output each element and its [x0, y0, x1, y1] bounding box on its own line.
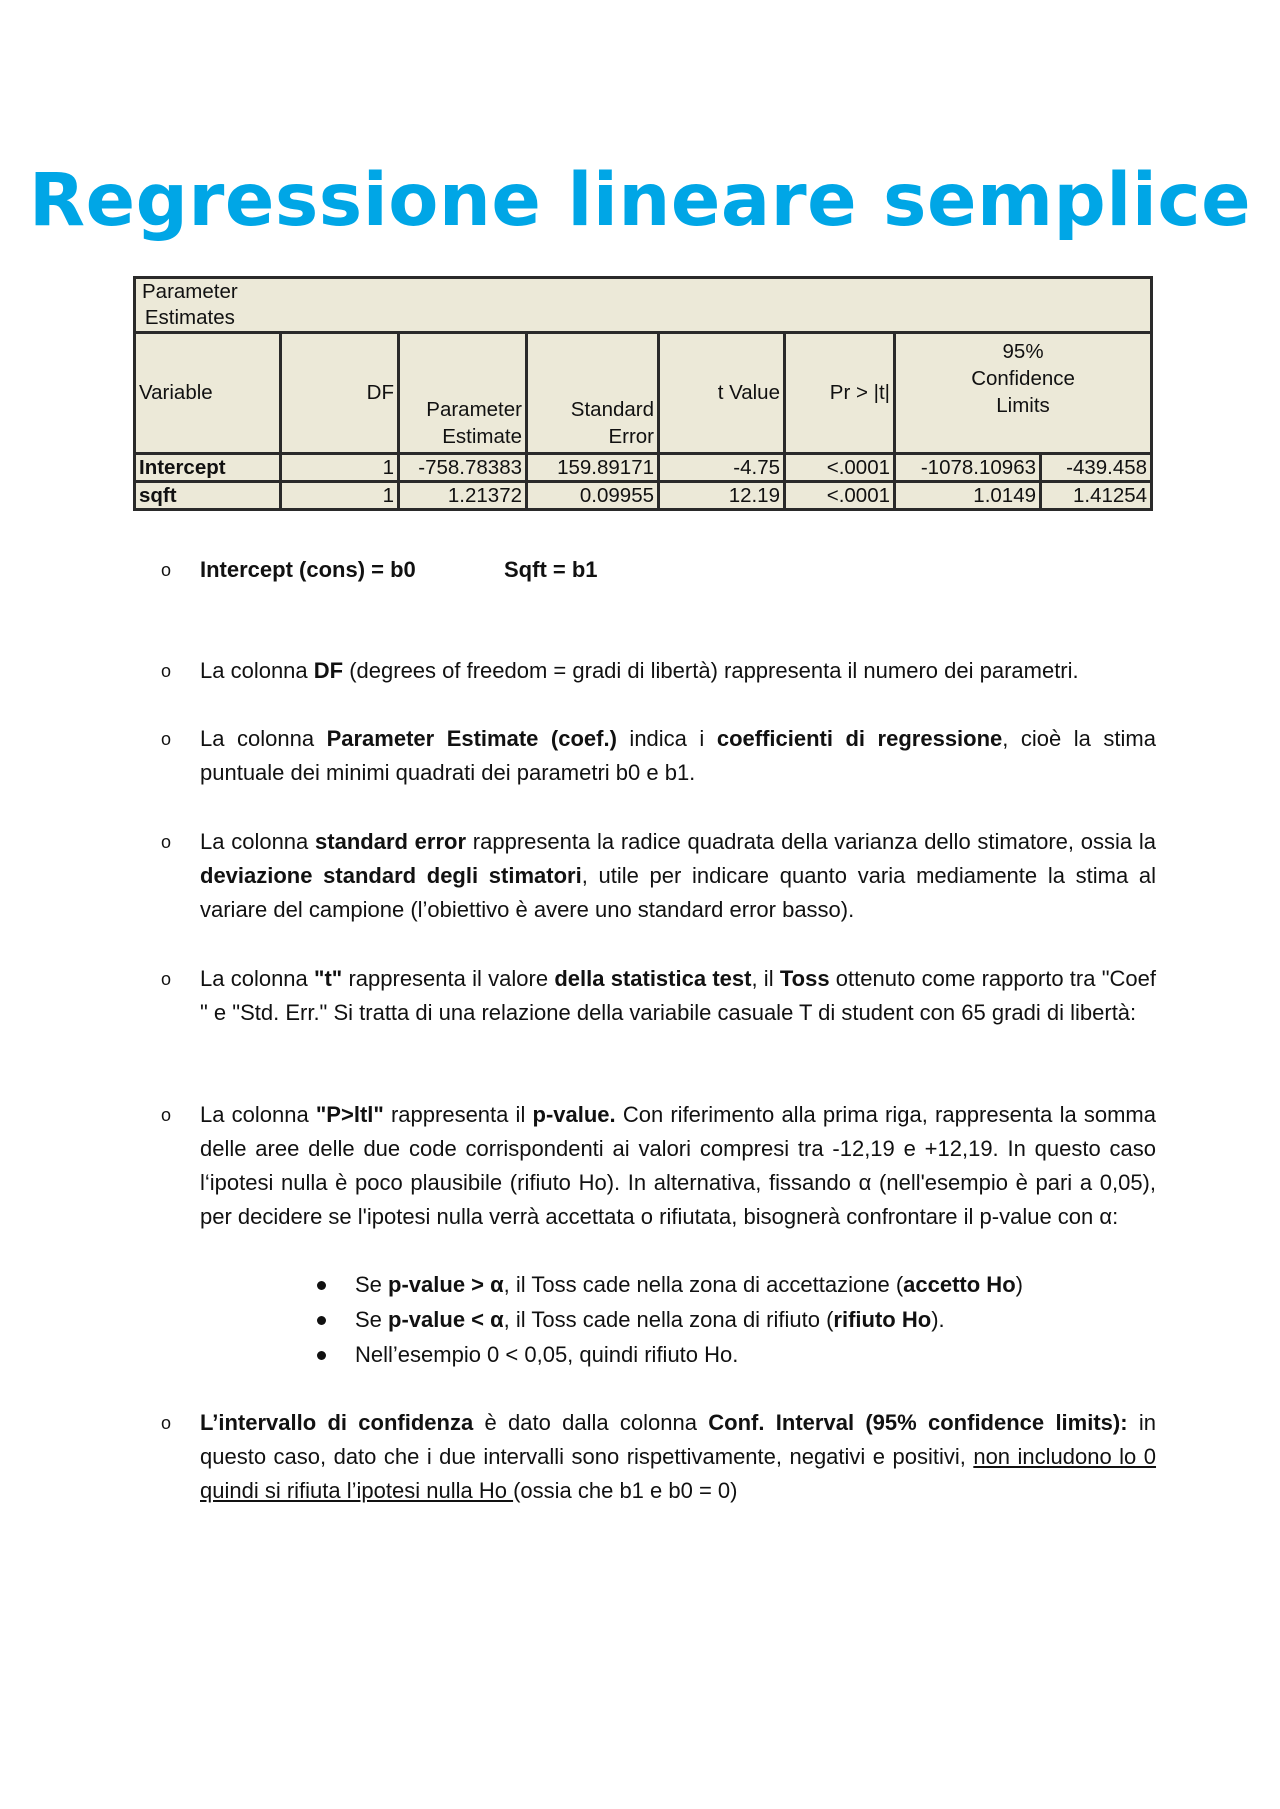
- row-ci-high: 1.41254: [1041, 482, 1152, 510]
- row-variable: sqft: [135, 482, 281, 510]
- circle-bullet-icon: o: [161, 661, 172, 681]
- list-item: La colonna DF (degrees of freedom = gradi di libertà) rappresenta il numero dei parametri.: [200, 658, 1079, 683]
- dot-bullet-icon: [317, 1281, 326, 1290]
- list-item: La colonna Parameter Estimate (coef.) indica i coefficienti di regressione, cioè la stima puntuale dei minimi quadrati dei parametri b0 e b1.: [200, 726, 1156, 785]
- header-p-value: Pr > |t|: [785, 333, 895, 454]
- list-item: Nell’esempio 0 < 0,05, quindi rifiuto Ho.: [355, 1342, 739, 1367]
- circle-bullet-icon: o: [161, 729, 172, 749]
- row-p: <.0001: [785, 482, 895, 510]
- circle-bullet-icon: o: [161, 1105, 172, 1125]
- row-df: 1: [281, 454, 399, 482]
- circle-bullet-icon: o: [161, 832, 172, 852]
- list-item: La colonna "P>ltl" rappresenta il p-value. Con riferimento alla prima riga, rappresenta la somma delle aree delle due code corrispondenti ai valori compresi tra -12,19 e +12,19. In questo caso l‘ipotesi nulla è poco plausibile (rifiuto Ho). In alternativa, fissando α (nell'esempio è pari a 0,05), per decidere se l'ipotesi nulla verrà accettata o rifiutata, bisognerà confrontare il p-value con α:: [200, 1102, 1156, 1229]
- table-row: [135, 454, 1152, 482]
- list-item: Se p-value > α, il Toss cade nella zona di accettazione (accetto Ho): [355, 1272, 1023, 1297]
- circle-bullet-icon: o: [161, 560, 172, 580]
- page-title: Regressione lineare semplice: [28, 158, 1252, 243]
- row-variable: Intercept: [135, 454, 281, 482]
- row-estimate: 1.21372: [399, 482, 527, 510]
- circle-bullet-icon: o: [161, 969, 172, 989]
- intercept-definition: Intercept (cons) = b0: [200, 557, 416, 582]
- header-standard-error: Standard Error: [527, 333, 659, 454]
- row-se: 159.89171: [527, 454, 659, 482]
- circle-bullet-icon: o: [161, 1413, 172, 1433]
- list-item: Se p-value < α, il Toss cade nella zona di rifiuto (rifiuto Ho).: [355, 1307, 945, 1332]
- header-variable: Variable: [135, 333, 281, 454]
- header-confidence-limits: 95% Confidence Limits: [895, 333, 1152, 454]
- row-t: -4.75: [659, 454, 785, 482]
- row-ci-high: -439.458: [1041, 454, 1152, 482]
- row-estimate: -758.78383: [399, 454, 527, 482]
- header-t-value: t Value: [659, 333, 785, 454]
- table-caption: Parameter Estimates: [135, 278, 1152, 333]
- sqft-definition: Sqft = b1: [504, 557, 598, 582]
- row-ci-low: -1078.10963: [895, 454, 1041, 482]
- list-item: [200, 553, 1156, 587]
- row-df: 1: [281, 482, 399, 510]
- list-item: La colonna standard error rappresenta la radice quadrata della varianza dello stimatore, ossia la deviazione standard degli stimatori, utile per indicare quanto varia mediamente la stima al variare del campione (l’obiettivo è avere uno standard error basso).: [200, 829, 1156, 922]
- dot-bullet-icon: [317, 1316, 326, 1325]
- list-item: L’intervallo di confidenza è dato dalla colonna Conf. Interval (95% confidence limits): in questo caso, dato che i due intervalli sono rispettivamente, negativi e positivi, non includono lo 0 quindi si rifiuta l’ipotesi nulla Ho (ossia che b1 e b0 = 0): [200, 1410, 1157, 1503]
- table-row: [135, 482, 1152, 510]
- list-item: La colonna "t" rappresenta il valore della statistica test, il Toss ottenuto come rapporto tra "Coef " e "Std. Err." Si tratta di una relazione della variabile casuale T di student con 65 gradi di libertà:: [200, 966, 1156, 1025]
- row-p: <.0001: [785, 454, 895, 482]
- parameter-estimates-table: [133, 276, 1153, 511]
- header-parameter-estimate: Parameter Estimate: [399, 333, 527, 454]
- dot-bullet-icon: [317, 1351, 326, 1360]
- row-ci-low: 1.0149: [895, 482, 1041, 510]
- row-t: 12.19: [659, 482, 785, 510]
- row-se: 0.09955: [527, 482, 659, 510]
- header-df: DF: [281, 333, 399, 454]
